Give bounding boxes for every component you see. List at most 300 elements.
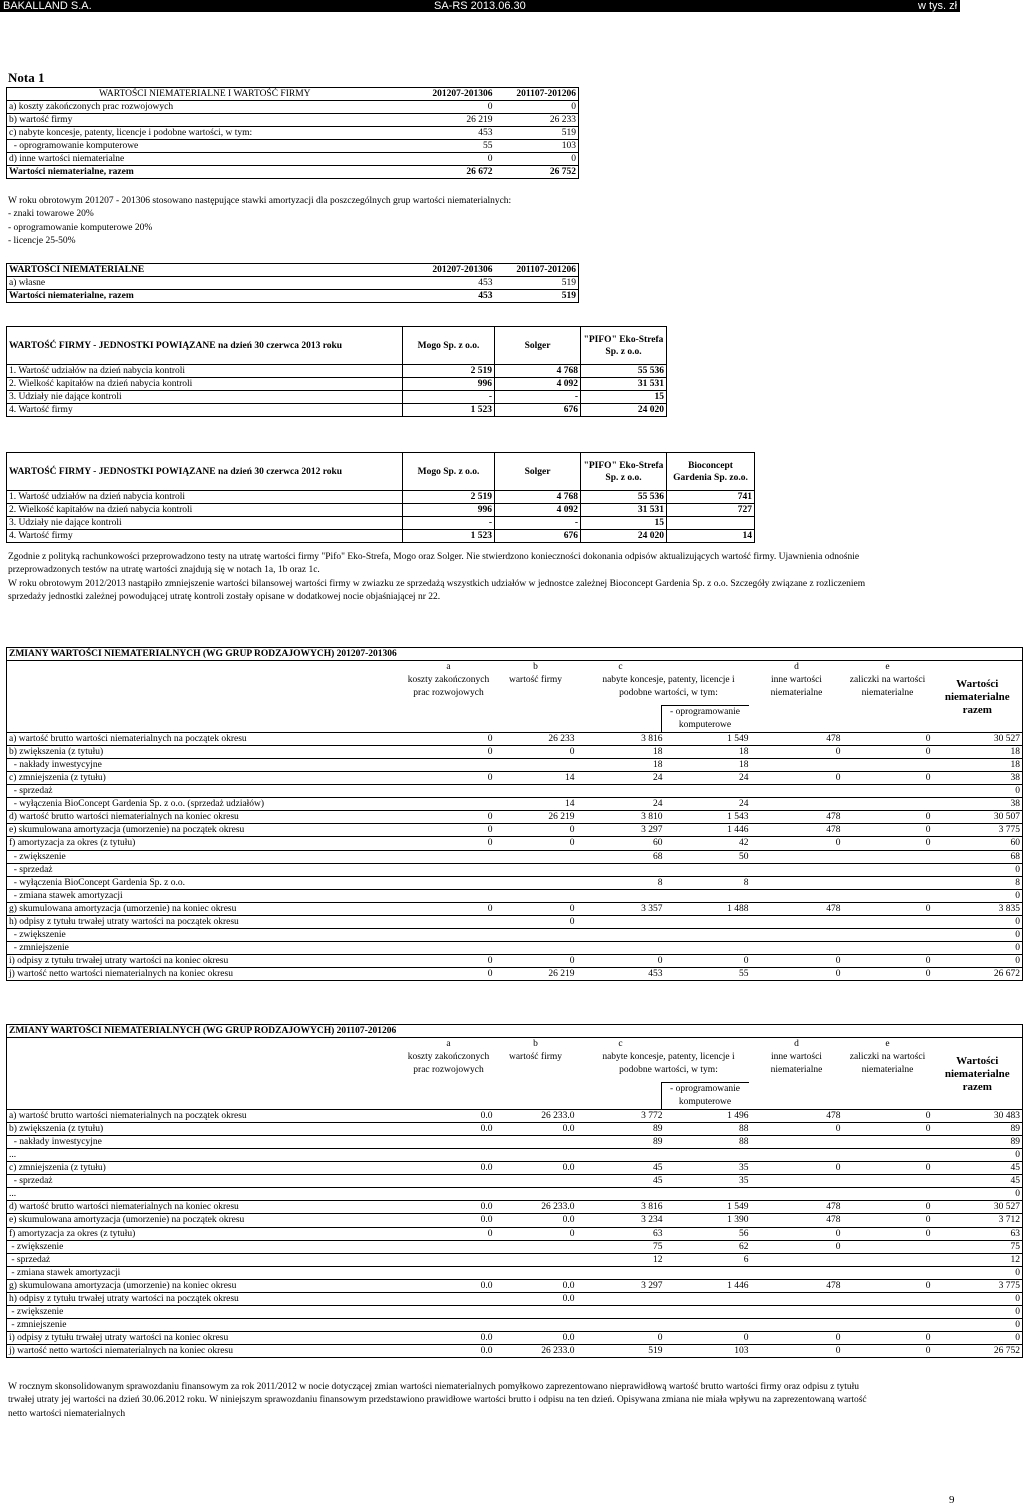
col-head-total: Wartości niematerialne razem (933, 1051, 1023, 1110)
row-value: 30 527 (933, 1201, 1023, 1214)
row-value: 89 (933, 1122, 1023, 1135)
goodwill-2013-table (6, 326, 667, 417)
row-value (577, 929, 665, 942)
row-label: - zmniejszenie (7, 942, 403, 955)
row-value: 3 816 (577, 732, 665, 745)
t1-row-v1: 0 (403, 101, 495, 114)
column-letter: e (885, 1039, 890, 1050)
t2-row-v2: 519 (495, 277, 579, 290)
col-head-licences: nabyte koncesje, patenty, licencje i podobne wartości, w tym: (602, 1051, 735, 1075)
z1-data-row (7, 955, 1023, 968)
row-value (751, 1253, 843, 1266)
row-value (403, 1293, 495, 1306)
row-value: 0 (843, 968, 933, 981)
row-value (403, 889, 495, 902)
row-value: 3 775 (933, 1279, 1023, 1292)
note-line: netto wartości niematerialnych (8, 1408, 126, 1419)
g1-row-value: 55 536 (581, 365, 667, 378)
column-letter: b (533, 662, 538, 673)
col-head-software: - oprogramowanie komputerowe (661, 705, 749, 732)
row-label: j) wartość netto wartości niematerialnych na koniec okresu (7, 1345, 403, 1358)
row-value: 0 (933, 1148, 1023, 1161)
unit-label: w tys. zł (918, 0, 958, 12)
row-value: 0 (665, 955, 751, 968)
g1-row-label: 1. Wartość udziałów na dzień nabycia kontroli (7, 365, 403, 378)
row-value: 0 (403, 1227, 495, 1240)
row-value: 0 (495, 837, 577, 850)
g1-c1: Mogo Sp. z o.o. (403, 327, 495, 365)
row-value (751, 1266, 843, 1279)
row-value: 103 (665, 1345, 751, 1358)
row-value: 0 (403, 824, 495, 837)
row-value: 18 (933, 745, 1023, 758)
row-value: 18 (933, 758, 1023, 771)
row-value (665, 863, 751, 876)
z1-title-row (7, 648, 1023, 661)
t1-row (7, 153, 579, 166)
row-value (495, 1266, 577, 1279)
row-value (751, 1293, 843, 1306)
z1-data-row (7, 758, 1023, 771)
g2-row-value: - (403, 517, 495, 530)
row-value: 24 (665, 798, 751, 811)
g2-row-value: 55 536 (581, 491, 667, 504)
row-label: - zmniejszenie (7, 1319, 403, 1332)
row-value: 0.0 (403, 1122, 495, 1135)
row-value (751, 863, 843, 876)
row-value: 0.0 (495, 1332, 577, 1345)
row-value: 0 (495, 1227, 577, 1240)
row-value: 0 (843, 1332, 933, 1345)
row-value (577, 863, 665, 876)
row-value: 0 (843, 811, 933, 824)
t1-row-v2: 0 (495, 153, 579, 166)
row-label: f) amortyzacja za okres (z tytułu) (7, 837, 403, 850)
row-value: 56 (665, 1227, 751, 1240)
z1-data-row (7, 942, 1023, 955)
row-value (665, 889, 751, 902)
row-value: 12 (577, 1253, 665, 1266)
t1-total-v2: 26 752 (495, 166, 579, 179)
g2-row-value: 741 (667, 491, 755, 504)
g2-row-value: 4 768 (495, 491, 581, 504)
g1-row-value: 996 (403, 378, 495, 391)
row-value (843, 1240, 933, 1253)
z2-title: ZMIANY WARTOŚCI NIEMATERIALNYCH (WG GRUP RODZAJOWYCH) 201107-201206 (7, 1025, 1023, 1038)
row-value: 14 (495, 771, 577, 784)
row-value: 478 (751, 1201, 843, 1214)
row-value (577, 1188, 665, 1201)
note-line: przeprowadzonych testów na utratę wartości znajdują się w notach 1a, 1b oraz 1c. (8, 565, 320, 576)
col-head-total: Wartości niematerialne razem (933, 674, 1023, 733)
g1-row-value: 676 (495, 404, 581, 417)
row-value (843, 1175, 933, 1188)
g2-row-label: 1. Wartość udziałów na dzień nabycia kontroli (7, 491, 403, 504)
z1-data-row (7, 732, 1023, 745)
row-label: - sprzedaż (7, 1175, 403, 1188)
row-value: 0 (843, 1214, 933, 1227)
row-value: 0 (403, 771, 495, 784)
note-line: W rocznym skonsolidowanym sprawozdaniu finansowym za rok 2011/2012 w nocie dotyczącej zmian wartości niematerialnych pomyłkowo zaprezentowano nieprawidłową wartość brutto wartości firmy oraz odpisu z tytułu (8, 1382, 860, 1392)
g1-row-value: 1 523 (403, 404, 495, 417)
row-value: 60 (933, 837, 1023, 850)
z1-data-row (7, 916, 1023, 929)
column-letter: d (794, 1039, 799, 1050)
row-value (843, 785, 933, 798)
row-value: 1 496 (665, 1109, 751, 1122)
row-value: 26 233.0 (495, 1109, 577, 1122)
t1-row-label: a) koszty zakończonych prac rozwojowych (7, 101, 403, 114)
g1-row-value: 15 (581, 391, 667, 404)
amortization-rates-text (8, 195, 948, 248)
t1-row-v1: 453 (403, 127, 495, 140)
z2-data-row (7, 1319, 1023, 1332)
row-label: - zwiększenie (7, 1306, 403, 1319)
g1-row-value: 4 092 (495, 378, 581, 391)
row-value: 0 (495, 745, 577, 758)
row-value: 3 816 (577, 1201, 665, 1214)
row-label: ... (7, 1148, 403, 1161)
g1-row-label: 4. Wartość firmy (7, 404, 403, 417)
changes-2012-table (6, 1024, 1023, 1358)
row-value: 18 (577, 758, 665, 771)
row-value (403, 1266, 495, 1279)
row-value: 478 (751, 902, 843, 915)
row-value: 0 (751, 1122, 843, 1135)
row-value: 38 (933, 798, 1023, 811)
row-value: 1 543 (665, 811, 751, 824)
z1-data-row (7, 837, 1023, 850)
row-value: 30 507 (933, 811, 1023, 824)
z1-data-row (7, 902, 1023, 915)
row-value: 3 835 (933, 902, 1023, 915)
row-value: 0 (751, 1345, 843, 1358)
row-value: 0 (933, 929, 1023, 942)
row-value: 50 (665, 850, 751, 863)
row-value (495, 942, 577, 955)
row-value (751, 798, 843, 811)
row-value: 0.0 (403, 1345, 495, 1358)
row-label: - wyłączenia BioConcept Gardenia Sp. z o.o. (7, 876, 403, 889)
row-value: 0 (495, 824, 577, 837)
row-value: 0 (403, 811, 495, 824)
g2-row-label: 3. Udziały nie dające kontroli (7, 517, 403, 530)
row-value: 60 (577, 837, 665, 850)
amort-line: - oprogramowanie komputerowe 20% (8, 222, 153, 233)
row-value: 0 (933, 785, 1023, 798)
row-value: 0 (933, 1188, 1023, 1201)
row-value: 0.0 (495, 1214, 577, 1227)
t1-total-label: Wartości niematerialne, razem (7, 166, 403, 179)
t2-row-label: a) własne (7, 277, 403, 290)
col-head-goodwill: wartość firmy (508, 674, 563, 685)
row-value: 478 (751, 824, 843, 837)
row-value: 0 (495, 902, 577, 915)
row-value (403, 876, 495, 889)
g2-row (7, 530, 755, 543)
row-label: b) zwiększenia (z tytułu) (7, 745, 403, 758)
row-value: 0 (495, 916, 577, 929)
row-value: 0 (577, 955, 665, 968)
row-value: 0 (933, 1332, 1023, 1345)
row-value: 0 (843, 745, 933, 758)
note-title: Nota 1 (8, 70, 45, 85)
t1-row-v1: 0 (403, 153, 495, 166)
row-value: 75 (933, 1240, 1023, 1253)
z2-data-row (7, 1122, 1023, 1135)
row-label: g) skumulowana amortyzacja (umorzenie) na koniec okresu (7, 1279, 403, 1292)
row-value: 0.0 (495, 1122, 577, 1135)
spacer-cell (7, 661, 403, 674)
row-value (665, 942, 751, 955)
row-value (577, 1293, 665, 1306)
g2-row-value: 727 (667, 504, 755, 517)
row-value (843, 1266, 933, 1279)
row-label: ... (7, 1188, 403, 1201)
row-value: 26 219 (495, 811, 577, 824)
row-value (495, 785, 577, 798)
z2-data-row (7, 1306, 1023, 1319)
note-line: Zgodnie z polityką rachunkowości przeprowadzono testy na utratę wartości firmy "Pifo" Eko-Strefa, Mogo oraz Solger. Nie stwierdzono konieczności dokonania odpisów aktualizujących wartość firmy. Ujawnienia odnośnie (8, 552, 860, 562)
row-label: - zwiększenie (7, 1240, 403, 1253)
row-value (843, 876, 933, 889)
row-value: 0 (751, 771, 843, 784)
row-value: 35 (665, 1175, 751, 1188)
row-value: 3 775 (933, 824, 1023, 837)
z1-data-row (7, 771, 1023, 784)
row-value: 1 390 (665, 1214, 751, 1227)
t1-col1: 201207-201306 (403, 88, 495, 101)
intangibles-summary-table (6, 87, 579, 179)
row-value: 68 (577, 850, 665, 863)
row-value (403, 758, 495, 771)
row-value: 3 297 (577, 1279, 665, 1292)
row-value (577, 785, 665, 798)
row-value: 478 (751, 732, 843, 745)
row-value: 3 357 (577, 902, 665, 915)
row-label: e) skumulowana amortyzacja (umorzenie) na początek okresu (7, 824, 403, 837)
row-value: 42 (665, 837, 751, 850)
z2-data-row (7, 1162, 1023, 1175)
g1-title: WARTOŚĆ FIRMY - JEDNOSTKI POWIĄZANE na dzień 30 czerwca 2013 roku (7, 327, 403, 365)
g1-row-label: 3. Udziały nie dające kontroli (7, 391, 403, 404)
g2-c1: Mogo Sp. z o.o. (403, 453, 495, 491)
z2-data-row (7, 1175, 1023, 1188)
row-value (495, 1188, 577, 1201)
report-name: SA-RS 2013.06.30 (434, 0, 526, 12)
g2-row-value: - (495, 517, 581, 530)
row-value (843, 1293, 933, 1306)
row-value (403, 863, 495, 876)
row-value (843, 1319, 933, 1332)
row-value: 1 549 (665, 1201, 751, 1214)
g2-row-value: 676 (495, 530, 581, 543)
row-label: h) odpisy z tytułu trwałej utraty wartości na początek okresu (7, 916, 403, 929)
row-value: 0 (843, 1227, 933, 1240)
row-value: 45 (577, 1175, 665, 1188)
column-letter (933, 1038, 1023, 1051)
row-value: 3 772 (577, 1109, 665, 1122)
row-value: 0.0 (495, 1293, 577, 1306)
row-value: 0 (843, 771, 933, 784)
row-value: 55 (665, 968, 751, 981)
row-value: 45 (933, 1175, 1023, 1188)
g2-c4: Bioconcept Gardenia Sp. zo.o. (667, 453, 755, 491)
row-value (495, 1135, 577, 1148)
row-value (403, 1175, 495, 1188)
col-head-rd: koszty zakończonych prac rozwojowych (407, 1051, 490, 1075)
z2-data-row (7, 1266, 1023, 1279)
row-value: 26 219 (495, 968, 577, 981)
row-value (665, 785, 751, 798)
row-value: 6 (665, 1253, 751, 1266)
row-value: 3 712 (933, 1214, 1023, 1227)
row-label: - zwiększenie (7, 929, 403, 942)
row-value: 38 (933, 771, 1023, 784)
g2-title: WARTOŚĆ FIRMY - JEDNOSTKI POWIĄZANE na dzień 30 czerwca 2012 roku (7, 453, 403, 491)
row-label: - zmiana stawek amortyzacji (7, 1266, 403, 1279)
row-value: 3 234 (577, 1214, 665, 1227)
row-value: 8 (933, 876, 1023, 889)
t1-row-label: c) nabyte koncesje, patenty, licencje i podobne wartości, w tym: (7, 127, 403, 140)
row-value (577, 1319, 665, 1332)
row-value: 0 (403, 955, 495, 968)
row-value (403, 1306, 495, 1319)
row-value (665, 1319, 751, 1332)
row-value (751, 1135, 843, 1148)
row-value (665, 1306, 751, 1319)
row-value (577, 1148, 665, 1161)
row-value (403, 942, 495, 955)
row-label: a) wartość brutto wartości niematerialnych na początek okresu (7, 732, 403, 745)
row-label: - sprzedaż (7, 785, 403, 798)
row-label: d) wartość brutto wartości niematerialnych na koniec okresu (7, 1201, 403, 1214)
g2-c3: "PIFO" Eko-Strefa Sp. z o.o. (581, 453, 667, 491)
row-value: 0 (933, 1293, 1023, 1306)
row-value (843, 758, 933, 771)
row-label: j) wartość netto wartości niematerialnych na koniec okresu (7, 968, 403, 981)
row-value: 45 (933, 1162, 1023, 1175)
row-value: 0 (751, 1240, 843, 1253)
row-value: 0 (933, 889, 1023, 902)
row-value (843, 1306, 933, 1319)
row-value: 1 549 (665, 732, 751, 745)
row-value: 0 (751, 968, 843, 981)
row-value: 45 (577, 1162, 665, 1175)
row-value: 0.0 (403, 1109, 495, 1122)
z1-data-row (7, 876, 1023, 889)
row-value (403, 929, 495, 942)
row-value (495, 758, 577, 771)
g1-row (7, 391, 667, 404)
t1-row-v2: 0 (495, 101, 579, 114)
note-line: trwałej utraty jej wartości na dzień 30.06.2012 roku. W niniejszym sprawozdaniu finansowym przedstawiono prawidłowe wartości brutto i odpisu na ten dzień. Opisywana zmiana nie miała wpływu na zaprezentowaną wartość (8, 1395, 867, 1406)
g1-c2: Solger (495, 327, 581, 365)
t1-row (7, 127, 579, 140)
row-value: 0 (751, 1227, 843, 1240)
g1-row-value: - (495, 391, 581, 404)
row-value: 1 446 (665, 824, 751, 837)
g2-row (7, 491, 755, 504)
row-value (403, 1319, 495, 1332)
goodwill-notes-text (8, 551, 948, 604)
row-value (751, 876, 843, 889)
row-value: 0 (843, 1162, 933, 1175)
row-value: 3 297 (577, 824, 665, 837)
t1-row (7, 101, 579, 114)
g1-c3: "PIFO" Eko-Strefa Sp. z o.o. (581, 327, 667, 365)
g1-row (7, 365, 667, 378)
g2-row-value: 1 523 (403, 530, 495, 543)
row-value (751, 1175, 843, 1188)
row-value: 0 (843, 902, 933, 915)
row-value: 3 810 (577, 811, 665, 824)
z2-title-row (7, 1025, 1023, 1038)
col-head-other: inne wartości niematerialne (770, 674, 823, 698)
col-head-goodwill: wartość firmy (508, 1051, 563, 1062)
z2-data-row (7, 1201, 1023, 1214)
row-value (665, 1188, 751, 1201)
z1-data-row (7, 850, 1023, 863)
row-value: 0 (751, 1162, 843, 1175)
row-label: a) wartość brutto wartości niematerialnych na początek okresu (7, 1109, 403, 1122)
spacer-cell (7, 1038, 403, 1051)
row-value: 18 (665, 758, 751, 771)
g1-row-value: 4 768 (495, 365, 581, 378)
g2-row (7, 504, 755, 517)
row-value: 63 (577, 1227, 665, 1240)
z2-data-row (7, 1109, 1023, 1122)
t2-total-label: Wartości niematerialne, razem (7, 290, 403, 303)
z1-data-row (7, 968, 1023, 981)
row-value: 0 (403, 902, 495, 915)
row-value (843, 942, 933, 955)
amort-line: W roku obrotowym 201207 - 201306 stosowano następujące stawki amortyzacji dla poszczególnych grup wartości niematerialnych: (8, 196, 512, 206)
row-value (843, 1148, 933, 1161)
row-value: 8 (577, 876, 665, 889)
g2-row-value: 31 531 (581, 504, 667, 517)
row-value: 0 (843, 824, 933, 837)
row-value: 0 (843, 732, 933, 745)
t1-row-v2: 26 233 (495, 114, 579, 127)
row-value (665, 916, 751, 929)
row-value: 12 (933, 1253, 1023, 1266)
column-letter: e (885, 662, 890, 673)
col-head-licences-wrap (577, 674, 751, 733)
col-head-software: - oprogramowanie komputerowe (661, 1082, 749, 1109)
col-head-rd: koszty zakończonych prac rozwojowych (407, 674, 490, 698)
row-value (495, 876, 577, 889)
row-value: 18 (665, 745, 751, 758)
z2-header-row (7, 1051, 1023, 1110)
z2-data-row (7, 1279, 1023, 1292)
column-letter: c (618, 662, 623, 673)
row-value: 519 (577, 1345, 665, 1358)
row-value: 0.0 (495, 1162, 577, 1175)
col-head-advances: zaliczki na wartości niematerialne (849, 1051, 926, 1075)
row-value: 0 (933, 1266, 1023, 1279)
row-value (495, 1319, 577, 1332)
t1-row-label: - oprogramowanie komputerowe (7, 140, 403, 153)
row-value: 0 (403, 745, 495, 758)
row-value (843, 889, 933, 902)
z2-data-row (7, 1345, 1023, 1358)
row-value (495, 1148, 577, 1161)
row-value: 478 (751, 811, 843, 824)
row-value: 24 (577, 771, 665, 784)
row-label: c) zmniejszenia (z tytułu) (7, 771, 403, 784)
t1-row-v2: 103 (495, 140, 579, 153)
